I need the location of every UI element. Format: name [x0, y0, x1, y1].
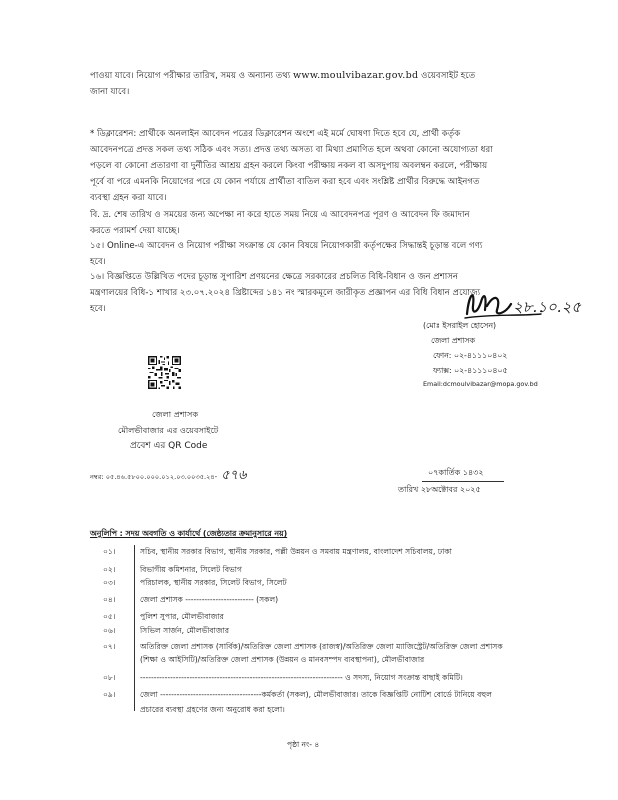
date-block — [398, 466, 504, 497]
qr-caption-line-1: জেলা প্রশাসক — [152, 409, 199, 419]
qr-code — [148, 356, 181, 389]
handwritten-memo-suffix: ৫৭৬ — [221, 468, 247, 483]
qr-caption — [112, 406, 312, 454]
website-link[interactable]: www.moulvibazar.gov.bd — [293, 70, 419, 81]
date-english-row — [398, 483, 504, 497]
dist-item-text: পুলিশ সুপার, মৌলভীবাজার — [140, 612, 224, 621]
declaration-line: পড়লে বা কোনো প্রতারণা বা দুর্নীতির আশ্রয় গ্রহন করলে কিংবা পরীক্ষায় নকল বা অসদুপায় অবলম্বন করলে, পরীক্ষায় — [90, 161, 488, 171]
phone-number: ফোন: ০২-৪১১১০৪০২ — [433, 351, 508, 360]
memo-number: নম্বর: ০৫.৪৬.৫৮০০.০০০.০১২.০৩.০০৩৫.২৪- ৫৭৬ — [90, 468, 247, 483]
dist-item-text: (শিক্ষা ও আইসিটি)/অতিরিক্ত জেলা প্রশাসক (উন্নয়ন ও মানবসম্পদ ব্যবস্থাপনা), মৌলভীবাজার — [140, 655, 425, 664]
page-number: পৃষ্ঠা নং- ৪ — [287, 740, 320, 749]
dist-item-number: ০৮। — [103, 673, 116, 682]
distribution-column-divider — [134, 545, 135, 711]
qr-caption-line-3: প্রবেশ এর QR Code — [130, 441, 208, 451]
clause-15-line: হবে। — [90, 257, 106, 267]
email-address[interactable]: Email:dcmoulvibazar@mopa.gov.bd — [423, 380, 538, 388]
note-line: করতে পরামর্শ দেয়া যাচ্ছে। — [90, 226, 180, 236]
dist-item-text: অতিরিক্ত জেলা প্রশাসক (সার্বিক)/অতিরিক্ত জেলা প্রশাসক (রাজস্ব)/অতিরিক্ত জেলা ম্যাজিস্ট্রেট/অতিরিক্ত জেলা প্রশাসক — [140, 642, 503, 651]
dist-item-number: ০৬। — [103, 626, 116, 635]
dist-item-number: ০২। — [103, 565, 116, 574]
intro-line-1: পাওয়া যাবে। নিয়োগ পরীক্ষার তারিখ, সময় ও অন্যান্য তথ্য www.moulvibazar.gov.bd ওয়েবসাইট হতে — [90, 70, 476, 81]
date-bangla: ০৭কার্তিক ১৪৩২ — [428, 468, 484, 477]
dist-item-number: ০৯। — [103, 690, 116, 699]
dist-item-text: -------------------------------------------------------------------------- ও সদস্য, নিয়োগ সংক্রান্ত বাছাই কমিটি। — [140, 673, 463, 682]
signatory-title: জেলা প্রশাসক — [431, 336, 475, 345]
intro-paragraph — [90, 68, 595, 100]
fax-number: ফ্যাক্স: ০২-৪১১১০৪০৫ — [433, 366, 508, 375]
declaration-line: পূর্বে বা পরে এমনকি নিয়োগের পরে যে কোন পর্যায়ে প্রার্থীতা বাতিল করা হবে এবং সংশ্লিষ্ট প্রার্থীর বিরুদ্ধে আইনগত — [90, 177, 480, 187]
dist-item-text: বিভাগীয় কমিশনার, সিলেট বিভাগ — [140, 565, 242, 574]
dist-item-text: প্রচারের ব্যবস্থা গ্রহণের জন্য অনুরোধ করা হলো। — [140, 705, 285, 714]
date-english: ২৮অক্টোবর ২০২৫ — [420, 485, 481, 494]
signature-date: ২৮.১০.২৫ — [513, 298, 581, 316]
declaration-line: আবেদনপত্রে প্রদত্ত সকল তথ্য সঠিক এবং সত্য। প্রদত্ত তথ্য অসত্য বা মিথ্যা প্রমাণিত হলে অথবা কোনো অযোগ্যতা ধরা — [90, 145, 493, 155]
dist-item-number: ০১। — [103, 547, 116, 556]
qr-caption-line-2: মৌলভীবাজার এর ওয়েবসাইটে — [118, 425, 219, 435]
declaration-paragraph — [90, 126, 600, 206]
signature-block — [423, 318, 603, 391]
clause-16-line: ১৬। বিজ্ঞপ্তিতে উল্লিখিত পদের চূড়ান্ত সুপারিশ প্রণয়নের ক্ষেত্রে সরকারের প্রচলিত বিধি-বিধান ও জন প্রশাসন — [90, 272, 459, 282]
intro-line-2: জানা যাবে। — [90, 87, 130, 97]
dist-item-number: ০৪। — [103, 595, 116, 604]
date-divider — [422, 481, 504, 482]
clause-15-line: ১৫। Online-এ আবেদন ও নিয়োগ পরীক্ষা সংক্রান্ত যে কোন বিষয়ে নিয়োগকারী কর্তৃপক্ষের সিদ্ধান্তই চূড়ান্ত বলে গণ্য — [90, 241, 483, 251]
dist-item-text: জেলা -------------------------------------কর্মকর্তা (সকল), মৌলভীবাজার। তাকে বিজ্ঞপ্তিটি নোটিশ বোর্ডে টানিয়ে বহুল — [140, 690, 492, 699]
dist-item-text: জেলা প্রশাসক ------------------------- (সকল) — [140, 595, 279, 604]
date-label: তারিখ — [398, 485, 419, 494]
dist-item-number: ০৫। — [103, 612, 116, 621]
clause-16-line: মন্ত্রণালয়ের বিধি-১ শাখার ২৩.০৭.২০২৪ খ্রিষ্টাব্দের ১৪১ নং স্মারকমূলে জারীকৃত প্রজ্ঞাপন এর বিধি বিধান প্রযোজ্য — [90, 288, 481, 298]
dist-item-text: সচিব, স্থানীয় সরকার বিভাগ, স্থানীয় সরকার, পল্লী উন্নয়ন ও সমবায় মন্ত্রণালয়, বাংলাদেশ সচিবালয়, ঢাকা — [140, 547, 452, 556]
dist-item-text: সিভিল সার্জন, মৌলভীবাজার — [140, 626, 230, 635]
dist-item-number: ০৭। — [103, 642, 116, 651]
note-line: বি. দ্র. শেষ তারিখ ও সময়ের জন্য অপেক্ষা না করে হাতে সময় নিয়ে এ আবেদনপত্র পূরণ ও আবেদন ফি জমাদান — [90, 210, 470, 220]
note-paragraph — [90, 207, 600, 239]
distribution-heading: অনুলিপি : সদয় অবগতি ও কার্যার্থে (জেষ্ঠ্যতার ক্রমানুসারে নয়) — [90, 529, 288, 538]
declaration-line: ব্যবস্থা গ্রহন করা যাবে। — [90, 193, 167, 203]
clause-16-line: হবে। — [90, 304, 106, 314]
declaration-line: * ডিক্লারেশন: প্রার্থীকে অনলাইন আবেদন পত্রের ডিক্লারেশন অংশে এই মর্মে ঘোষণা দিতে হবে যে, প্রার্থী কর্তৃক — [90, 129, 461, 139]
signatory-name: (মোঃ ইসরাইল হোসেন) — [423, 321, 497, 330]
dist-item-number: ০৩। — [103, 578, 116, 587]
clause-15 — [90, 238, 600, 270]
dist-item-text: পরিচালক, স্থানীয় সরকার, সিলেট বিভাগ, সিলেট — [140, 578, 287, 587]
